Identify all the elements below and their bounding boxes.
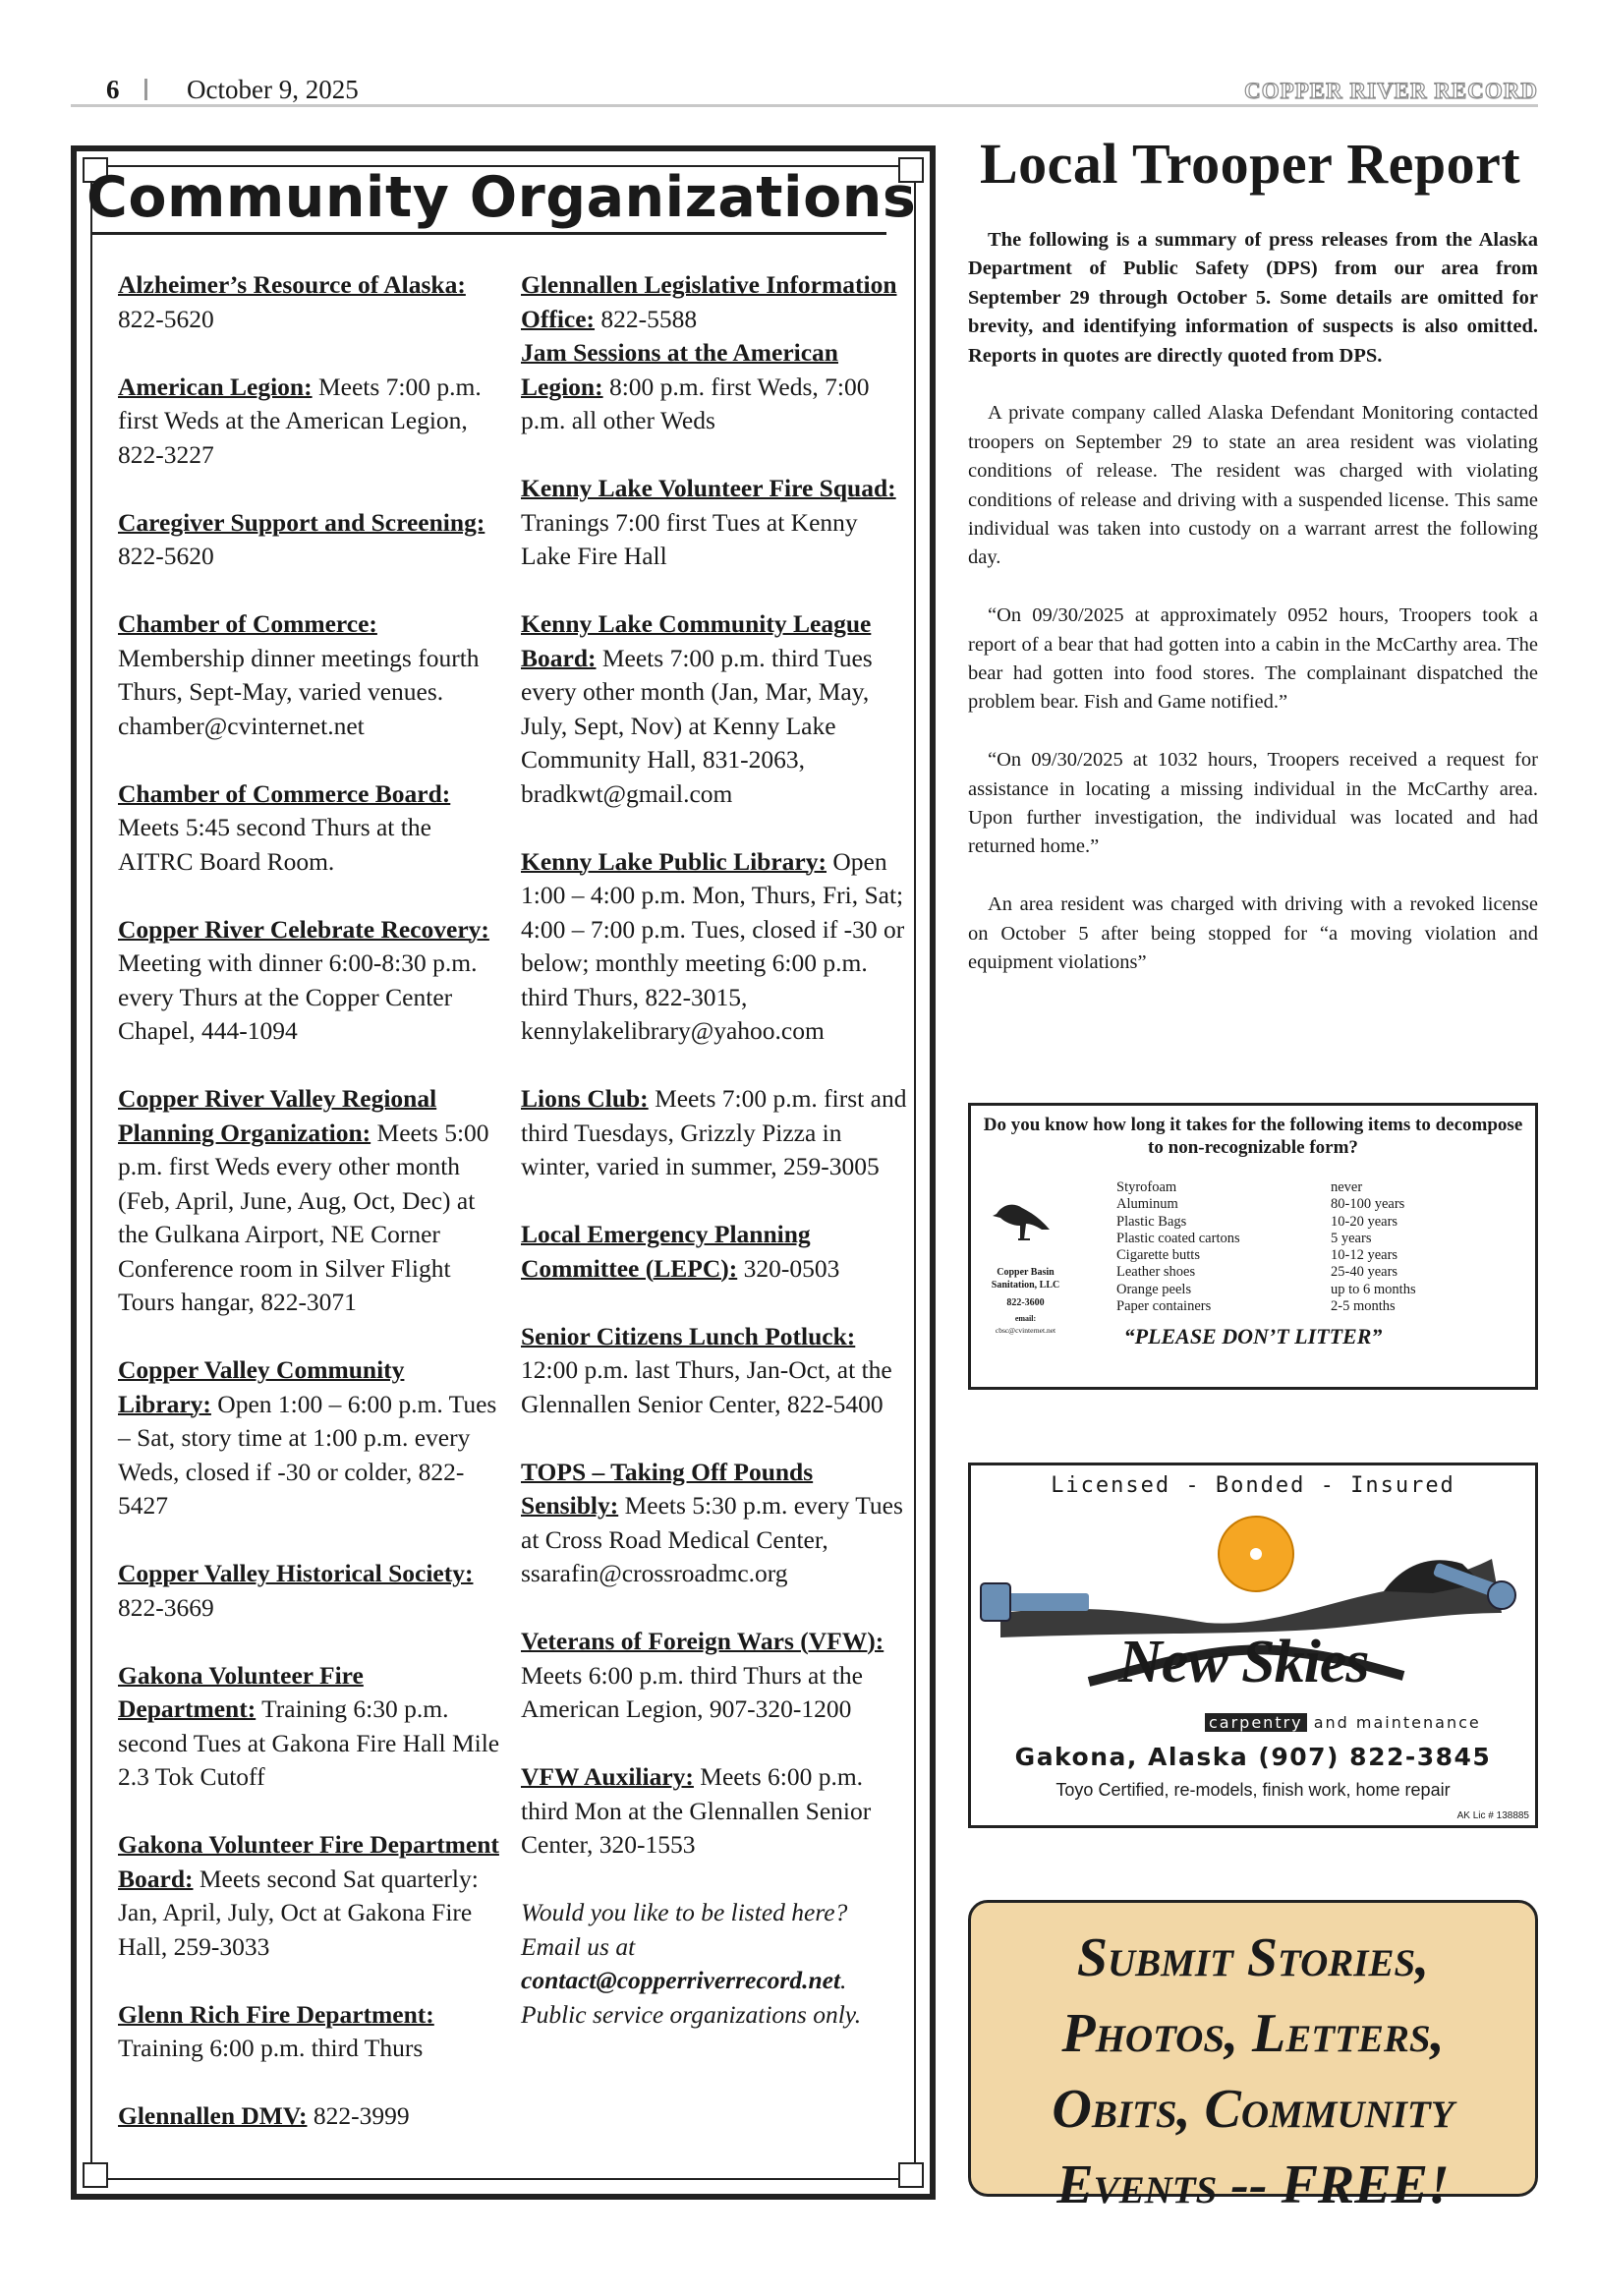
org-name: Glennallen Legislative Information Office: — [521, 270, 897, 333]
org-name: American Legion: — [118, 372, 313, 401]
org-detail: Training 6:00 p.m. third Thurs — [118, 2034, 424, 2062]
org-entry — [118, 1557, 503, 1625]
org-name: Alzheimer’s Resource of Alaska: — [118, 270, 466, 299]
table-row — [1116, 1196, 1416, 1213]
org-name: VFW Auxiliary: — [521, 1762, 694, 1791]
org-entry — [118, 1998, 503, 2066]
time-cell: 2-5 months — [1331, 1298, 1396, 1315]
org-detail: 822-3669 — [118, 1592, 214, 1622]
org-detail: Open 1:00 – 6:00 p.m. Tues – Sat, story time at 1:00 p.m. every Weds, closed if -30 or colder, 822-5427 — [118, 1389, 497, 1520]
org-detail: Meets 5:45 second Thurs at the AITRC Board Room. — [118, 813, 431, 876]
org-entry — [521, 1082, 909, 1184]
org-detail: 320-0503 — [737, 1253, 840, 1283]
org-entry — [118, 371, 503, 473]
ad-phone: 822-3600 — [1006, 1297, 1045, 1308]
submit-line: Events -- FREE! — [1056, 2154, 1450, 2215]
org-entry — [521, 1218, 909, 1286]
org-name: Caregiver Support and Screening: — [118, 507, 485, 537]
trooper-paragraph: An area resident was charged with driving with a revoked license on October 5 after being stopped for “a moving violation and equipment violations” — [968, 893, 1538, 974]
org-entry — [521, 1320, 909, 1422]
org-name: TOPS – Taking Off Pounds Sensibly: — [521, 1457, 814, 1520]
org-name: Jam Sessions at the American Legion: — [521, 338, 838, 401]
table-row — [1116, 1179, 1416, 1196]
table-row — [1116, 1247, 1416, 1264]
time-cell: 5 years — [1331, 1230, 1372, 1246]
org-entry — [521, 336, 909, 438]
trooper-paragraph: A private company called Alaska Defendant Monitoring contacted troopers on September 29 to state an area resident was violating conditions of release. The resident was charged with violating conditions of release and driving with a suspended license. This same individual was taken into custody on a warrant arrest the following day. — [968, 402, 1538, 569]
note-email-link[interactable]: contact@copperriverrecord.net — [521, 1966, 841, 1994]
org-entry — [521, 607, 909, 811]
org-detail: 12:00 p.m. last Thurs, Jan-Oct, at the Glennallen Senior Center, 822-5400 — [521, 1355, 892, 1418]
submit-line: Obits, Community — [1052, 2079, 1454, 2140]
time-cell: 80-100 years — [1331, 1196, 1405, 1213]
org-column-right — [521, 268, 909, 2032]
org-name: Local Emergency Planning Committee (LEPC): — [521, 1220, 811, 1283]
time-cell: up to 6 months — [1331, 1281, 1416, 1297]
org-detail: 822-5620 — [118, 542, 214, 570]
ad-location-phone: Gakona, Alaska (907) 822-3845 — [1014, 1743, 1492, 1771]
org-detail: Training 6:30 p.m. second Tues at Gakona Fire Hall Mile 2.3 Tok Cutoff — [118, 1694, 500, 1791]
ad-license: AK Lic # 138885 — [1456, 1810, 1529, 1821]
ad-company: Copper Basin Sanitation, LLC — [991, 1267, 1060, 1291]
issue-date: October 9, 2025 — [187, 75, 359, 104]
org-detail: Meets 7:00 p.m. third Tues every other month (Jan, Mar, May, July, Sept, Nov) at Kenny Lake Community Hall, 831-2063, bradkwt@gmail.com — [521, 643, 873, 808]
trade-carpentry: carpentry — [1205, 1713, 1307, 1732]
org-detail: Meets 5:00 p.m. first Weds every other month (Feb, April, June, Aug, Oct, Dec) at the Gulkana Airport, NE Corner Conference room in Silver Flight Tours hangar, 822-3071 — [118, 1118, 489, 1316]
ad-services: Toyo Certified, re-models, finish work, home repair — [1055, 1780, 1451, 1800]
org-entry — [118, 1659, 503, 1795]
org-detail: 822-5588 — [595, 304, 698, 333]
trooper-report-body — [968, 226, 1538, 1006]
item-cell: Orange peels — [1116, 1281, 1192, 1297]
trooper-paragraph: “On 09/30/2025 at 1032 hours, Troopers received a request for assistance in locating a missing individual in the McCarthy area. Upon further investigation, the individual was located and had returned home.” — [968, 749, 1538, 858]
org-name: Chamber of Commerce Board: — [118, 778, 451, 808]
org-detail: 822-3999 — [307, 2101, 410, 2130]
item-cell: Aluminum — [1116, 1196, 1178, 1213]
time-cell: 10-12 years — [1331, 1247, 1398, 1264]
page-number: 6 — [106, 75, 120, 104]
note-prefix: Would you like to be listed here? Email us at — [521, 1898, 848, 1961]
ad-question: Do you know how long it takes for the following items to decompose to non-recognizable form? — [983, 1115, 1523, 1158]
org-name: Kenny Lake Community League Board: — [521, 609, 872, 672]
item-cell: Plastic Bags — [1116, 1213, 1187, 1230]
org-name: Glenn Rich Fire Department: — [118, 1999, 434, 2029]
org-detail: Meeting with dinner 6:00-8:30 p.m. every Thurs at the Copper Center Chapel, 444-1094 — [118, 948, 478, 1045]
org-name: Copper Valley Community Library: — [118, 1355, 405, 1418]
org-detail: Tranings 7:00 first Tues at Kenny Lake Fire Hall — [521, 507, 858, 570]
raven-icon — [989, 1184, 1057, 1253]
org-entry — [521, 1760, 909, 1863]
table-row — [1116, 1298, 1416, 1315]
org-detail: Meets 5:30 p.m. every Tues at Cross Road Medical Center, ssarafin@crossroadmc.org — [521, 1491, 903, 1587]
org-entry — [521, 472, 909, 574]
org-detail: Meets second Sat quarterly: Jan, April, July, Oct at Gakona Fire Hall, 259-3033 — [118, 1864, 479, 1961]
decompose-table — [1116, 1179, 1416, 1315]
org-entry — [118, 506, 503, 574]
org-name: Kenny Lake Volunteer Fire Squad: — [521, 474, 896, 502]
ad-email: cbsc@cvinternet.net — [995, 1326, 1056, 1335]
time-cell: 10-20 years — [1331, 1213, 1398, 1230]
org-detail: 8:00 p.m. first Weds, 7:00 p.m. all other Weds — [521, 372, 870, 434]
org-entry — [118, 913, 503, 1049]
org-detail: Meets 7:00 p.m. first and third Tuesdays, Grizzly Pizza in winter, varied in summer, 259-3005 — [521, 1084, 907, 1180]
org-name: Copper Valley Historical Society: — [118, 1559, 474, 1587]
item-cell: Styrofoam — [1116, 1179, 1177, 1195]
ad-slogan: “PLEASE DON’T LITTER” — [1123, 1324, 1383, 1349]
listing-note — [521, 1896, 909, 2032]
org-entry — [118, 268, 503, 336]
org-entry — [521, 1456, 909, 1591]
time-cell: never — [1331, 1179, 1363, 1195]
note-suffix: . Public service organizations only. — [521, 1966, 862, 2029]
org-detail: Meets 7:00 p.m. first Weds at the American Legion, 822-3227 — [118, 372, 482, 469]
ad-email-label: email: — [1014, 1314, 1037, 1323]
header-rule — [71, 104, 1538, 107]
ad-trade — [1205, 1713, 1481, 1732]
masthead: COPPER RIVER RECORD — [1244, 79, 1538, 103]
org-name: Copper River Celebrate Recovery: — [118, 914, 489, 944]
org-name: Senior Citizens Lunch Potluck: — [521, 1321, 856, 1350]
trooper-intro: The following is a summary of press releases from the Alaska Department of Public Safety (DPS) from our area from September 29 through October 5. Some details are omitted for brevity, and identifying information of suspects is also omitted. Reports in quotes are directly quoted from DPS. — [968, 229, 1538, 367]
table-row — [1116, 1214, 1416, 1231]
org-entry — [521, 268, 909, 336]
org-detail: Membership dinner meetings fourth Thurs, Sept-May, varied venues. chamber@cvinternet.net — [118, 643, 480, 740]
org-name: Gakona Volunteer Fire Department: — [118, 1660, 364, 1723]
community-title: Community Organizations — [86, 165, 917, 230]
corner-ornament — [83, 2162, 108, 2188]
submit-text — [971, 1921, 1535, 2223]
org-name: Lions Club: — [521, 1084, 649, 1113]
mountain-logo-icon — [971, 1465, 1535, 1741]
org-entry — [118, 1082, 503, 1320]
trooper-paragraph: “On 09/30/2025 at approximately 0952 hours, Troopers took a report of a bear that had gotten into a cabin in the McCarthy area. The bear had gotten into food stores. The complainant dispatched the problem bear. Fish and Game notified.” — [968, 604, 1538, 714]
org-detail: Meets 6:00 p.m. third Thurs at the American Legion, 907-320-1200 — [521, 1660, 863, 1723]
item-cell: Plastic coated cartons — [1116, 1230, 1240, 1246]
org-detail: Open 1:00 – 4:00 p.m. Mon, Thurs, Fri, Sat; 4:00 – 7:00 p.m. Tues, closed if -30 or below; monthly meeting 6:00 p.m. third Thurs, 822-3015, kennylakelibrary@yahoo.com — [521, 846, 905, 1045]
submit-stories-box — [968, 1900, 1538, 2215]
time-cell: 25-40 years — [1331, 1264, 1398, 1281]
org-entry — [521, 845, 909, 1049]
new-skies-ad — [968, 1463, 1538, 1828]
table-row — [1116, 1231, 1416, 1247]
org-name: Glennallen DMV: — [118, 2101, 308, 2130]
submit-line: Submit Stories, — [1076, 1927, 1430, 1988]
item-cell: Paper containers — [1116, 1298, 1212, 1315]
trade-maintenance: and maintenance — [1306, 1713, 1481, 1732]
page-header — [71, 69, 1538, 108]
org-column-left — [118, 268, 503, 2167]
org-entry — [118, 2099, 503, 2134]
org-name: Veterans of Foreign Wars (VFW): — [521, 1627, 884, 1655]
trooper-report-title: Local Trooper Report — [980, 132, 1521, 196]
header-divider — [144, 79, 147, 100]
ad-brand: New Skies — [1118, 1629, 1369, 1695]
title-rule — [90, 232, 886, 235]
ad-tagline: Licensed - Bonded - Insured — [1051, 1473, 1455, 1498]
decompose-ad — [968, 1103, 1538, 1390]
table-row — [1116, 1282, 1416, 1298]
org-name: Copper River Valley Regional Planning Organization: — [118, 1084, 437, 1147]
item-cell: Cigarette butts — [1116, 1247, 1200, 1264]
org-name: Kenny Lake Public Library: — [521, 846, 827, 876]
submit-line: Photos, Letters, — [1061, 2003, 1445, 2064]
org-entry — [118, 777, 503, 880]
org-name: Gakona Volunteer Fire Department Board: — [118, 1830, 499, 1893]
org-detail: Meets 6:00 p.m. third Mon at the Glennallen Senior Center, 320-1553 — [521, 1762, 872, 1859]
table-row — [1116, 1264, 1416, 1281]
saw-blade-icon — [1219, 1517, 1293, 1591]
org-entry — [118, 607, 503, 743]
corner-ornament — [898, 2162, 924, 2188]
org-entry — [521, 1625, 909, 1727]
org-entry — [118, 1828, 503, 1964]
org-detail: 822-5620 — [118, 304, 214, 333]
org-name: Chamber of Commerce: — [118, 609, 377, 638]
item-cell: Leather shoes — [1116, 1264, 1196, 1281]
org-entry — [118, 1353, 503, 1523]
